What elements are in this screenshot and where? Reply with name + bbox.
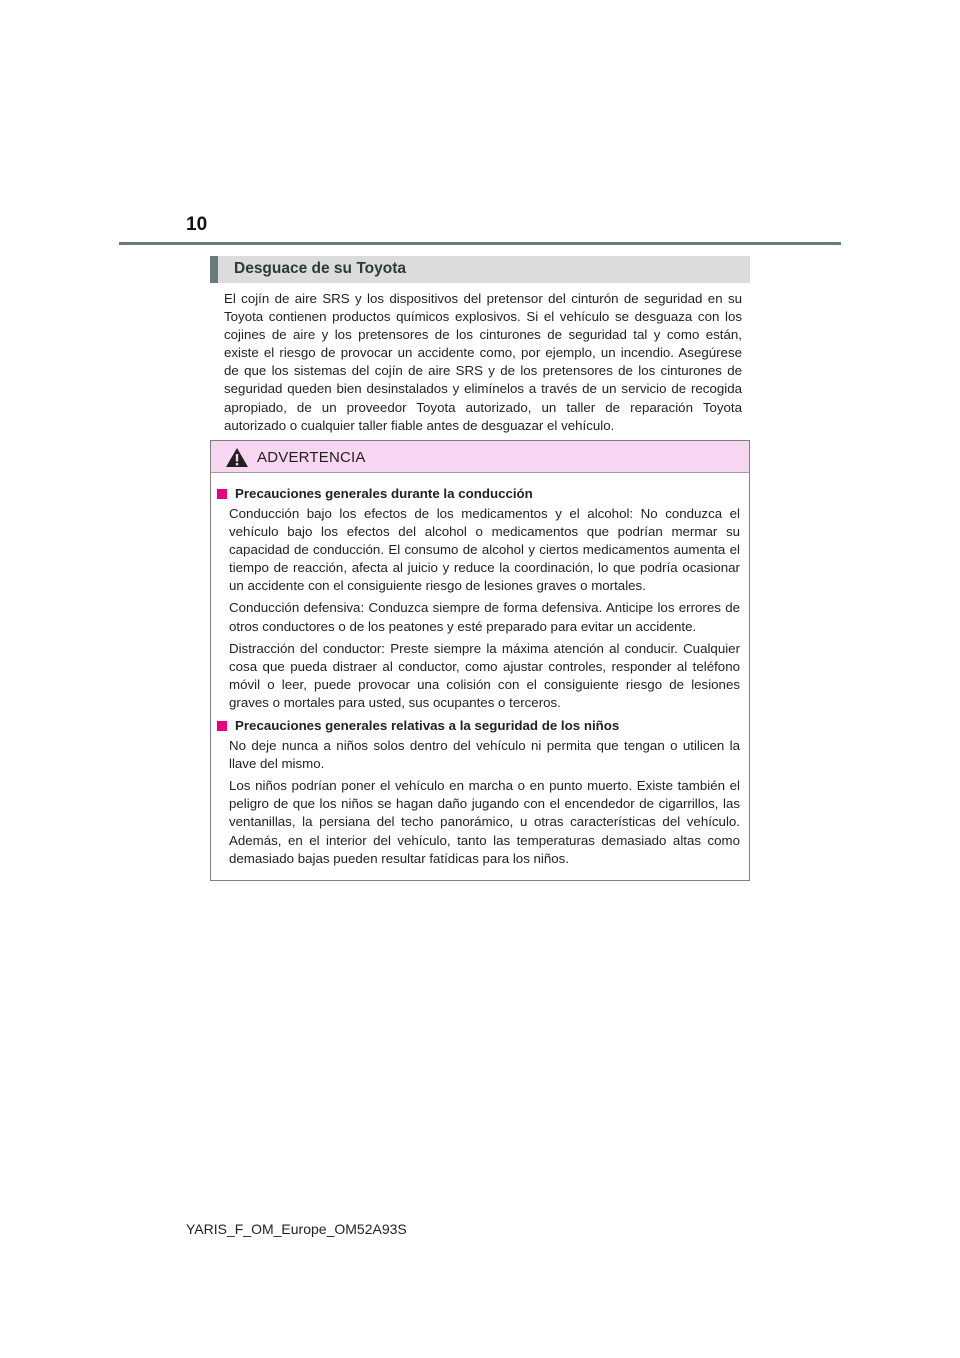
subheading-text: Precauciones generales relativas a la seguridad de los niños: [235, 718, 620, 734]
header-rule: [119, 242, 841, 245]
warning-header: [211, 441, 749, 473]
square-bullet-icon: [217, 721, 227, 731]
warning-paragraph: Conducción bajo los efectos de los medicamentos y el alcohol: No conduzca el vehículo bajo los efectos del alcohol o medicamentos que podrían mermar su capacidad de conducción. El consumo de alcohol y ciertos medicamentos aumenta el tiempo de reacción, afecta al juicio y reduce la coordinación, lo que podría ocasionar un accidente con el consiguiente riesgo de lesiones graves o mortales.: [229, 506, 740, 594]
warning-paragraph: Conducción defensiva: Conduzca siempre de forma defensiva. Anticipe los errores de otros conductores o de los peatones y esté preparado para evitar un accidente.: [229, 600, 740, 634]
section-body: El cojín de aire SRS y los dispositivos del pretensor del cinturón de seguridad en su Toyota contienen productos químicos explosivos. Si el vehículo se desguaza con los cojines de aire y los pretensores de los cinturones de seguridad tal y como están, existe el riesgo de provocar un accidente como, por ejemplo, un incendio. Asegúrese de que los sistemas del cojín de aire SRS y de los pretensores de los cinturones de seguridad queden bien desinstalados y elimínelos a través de un servicio de recogida apropiado, de un proveedor Toyota autorizado, un taller de reparación Toyota autorizado o cualquier taller fiable antes de desguazar el vehículo.: [224, 291, 742, 433]
section-title: Desguace de su Toyota: [234, 260, 406, 277]
warning-paragraph: Los niños podrían poner el vehículo en marcha o en punto muerto. Existe también el peligro de que los niños se hagan daño jugando con el encendedor de cigarrillos, las ventanillas, la persiana del techo panorámico, u otras características del vehículo. Además, en el interior del vehículo, tanto las temperaturas demasiado altas como demasiado bajas pueden resultar fatídicas para los niños.: [229, 778, 740, 866]
warning-label: ADVERTENCIA: [257, 449, 366, 466]
square-bullet-icon: [217, 489, 227, 499]
document-code: YARIS_F_OM_Europe_OM52A93S: [186, 1221, 407, 1237]
page-number: 10: [186, 214, 208, 235]
warning-subheading: [217, 717, 749, 735]
warning-subheading: [217, 485, 749, 503]
warning-paragraph: No deje nunca a niños solos dentro del vehículo ni permita que tengan o utilicen la llave del mismo.: [229, 738, 740, 772]
subheading-text: Precauciones generales durante la conducción: [235, 486, 533, 501]
warning-section-driving: [211, 485, 749, 712]
warning-section-children: [211, 717, 749, 868]
warning-triangle-icon: [225, 447, 249, 468]
warning-content: [211, 485, 749, 868]
warning-paragraph: Distracción del conductor: Preste siempre la máxima atención al conducir. Cualquier cosa que pueda distraer al conductor, como ajustar controles, responder al teléfono móvil o leer, puede provocar una colisión con el consiguiente riesgo de lesiones graves o mortales para usted, sus ocupantes o terceros.: [229, 640, 740, 710]
warning-box: [210, 440, 750, 881]
section-heading-bar: [210, 256, 750, 283]
